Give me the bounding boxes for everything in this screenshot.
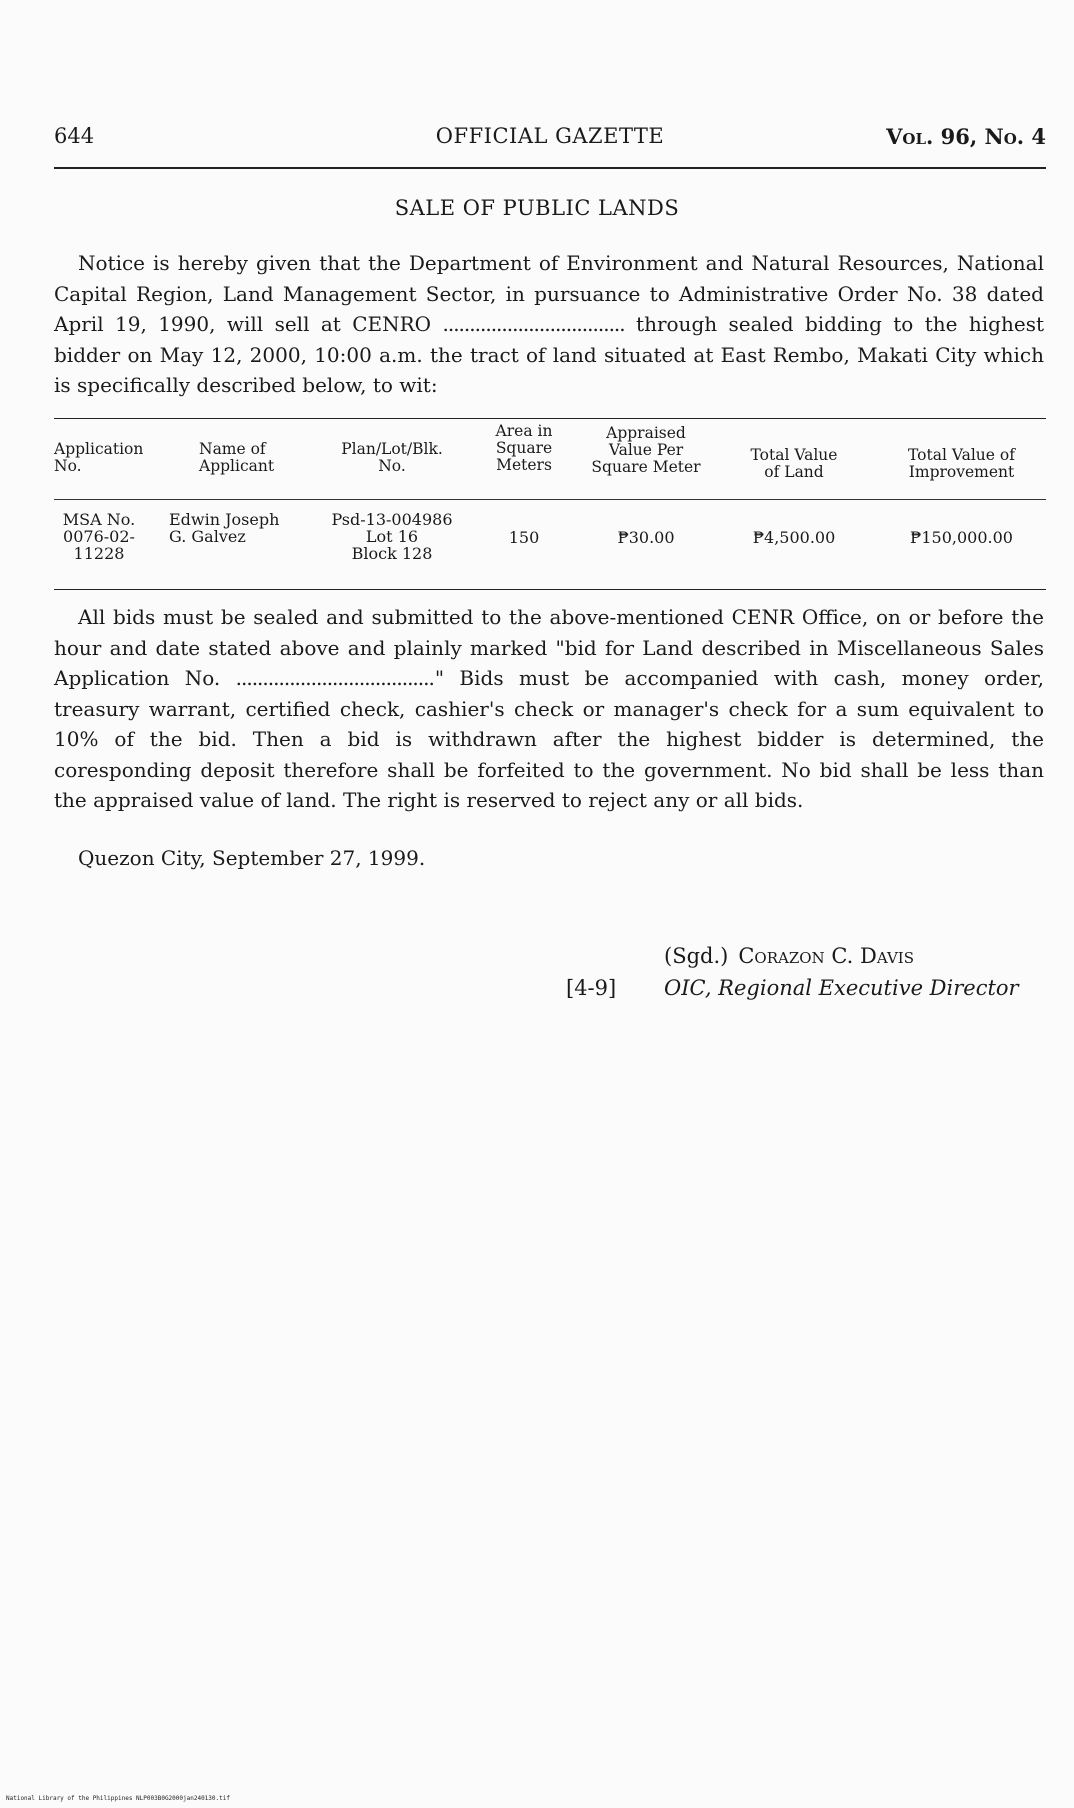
reference-code: [4-9] — [566, 976, 617, 1000]
cell-area: 150 — [508, 528, 540, 547]
cell-total-value-improvement: ₱150,000.00 — [910, 528, 1013, 547]
land-table — [54, 418, 1046, 590]
header-application-no: Application No. — [54, 440, 144, 475]
cell-plan-lot-blk: Psd-13-004986 Lot 16 Block 128 — [331, 510, 453, 563]
dated-line: Quezon City, September 27, 1999. — [78, 846, 426, 870]
cell-appraised-value: ₱30.00 — [617, 528, 675, 547]
bids-paragraph — [54, 602, 1044, 816]
intro-text-start: Notice is hereby given that the Department of Environment and Natural Resources, National Capital Region, Land Management Sector, in pursuance to Administrative Order No. 38 dated April 19, 1990, will sell at CENRO — [54, 251, 1044, 336]
scan-footer: National Library of the Philippines NLP003B0G2000jan240130.tif — [6, 1795, 230, 1802]
cell-applicant: Edwin Joseph G. Galvez — [169, 510, 280, 546]
notice-heading: SALE OF PUBLIC LANDS — [394, 196, 680, 220]
application-blank: .................................... — [235, 666, 429, 690]
header-total-value-improvement: Total Value of Improvement — [908, 446, 1015, 481]
intro-text-end: through sealed bidding to the highest bidder on May 12, 2000, 10:00 a.m. the tract of land situated at East Rembo, Makati City which is specifically described below, to wit: — [54, 312, 1044, 397]
header-applicant: Name of Applicant — [199, 440, 275, 475]
cell-application-no: MSA No. 0076-02- 11228 — [62, 510, 136, 563]
header-area: Area in Square Meters — [495, 422, 553, 474]
intro-paragraph — [54, 248, 1044, 401]
page-header — [54, 124, 1046, 158]
signed-mark: (Sgd.) — [664, 944, 729, 968]
bids-text-start: All bids must be sealed and submitted to the above-mentioned CENR Office, on or before the hour and date stated above and plainly marked "bid for Land described in Miscellaneous Sales Application No. — [54, 605, 1044, 690]
header-appraised-value: Appraised Value Per Square Meter — [591, 424, 701, 476]
cell-total-value-land: ₱4,500.00 — [752, 528, 836, 547]
bids-text-end: ." Bids must be accompanied with cash, money order, treasury warrant, certified check, cashier's check or manager's check for a sum equivalent to 10% of the bid. Then a bid is withdrawn after the highest bidder is determined, the coresponding deposit therefore shall be forfeited to the government. No bid shall be less than the appraised value of land. The right is reserved to reject any or all bids. — [54, 666, 1044, 812]
signatory-name: Corazon C. Davis — [738, 944, 914, 968]
volume-number: Vol. 96, No. 4 — [886, 124, 1046, 149]
header-rule — [54, 167, 1046, 169]
header-plan-lot-blk: Plan/Lot/Blk. No. — [341, 440, 443, 475]
cenro-blank: .................................. — [442, 312, 625, 336]
table-header-row — [54, 419, 1046, 500]
header-total-value-land: Total Value of Land — [750, 446, 838, 481]
publication-title: OFFICIAL GAZETTE — [435, 124, 665, 148]
signature-block — [566, 940, 1046, 1004]
page-number: 644 — [54, 124, 95, 148]
signatory-title: OIC, Regional Executive Director — [664, 976, 1019, 1000]
